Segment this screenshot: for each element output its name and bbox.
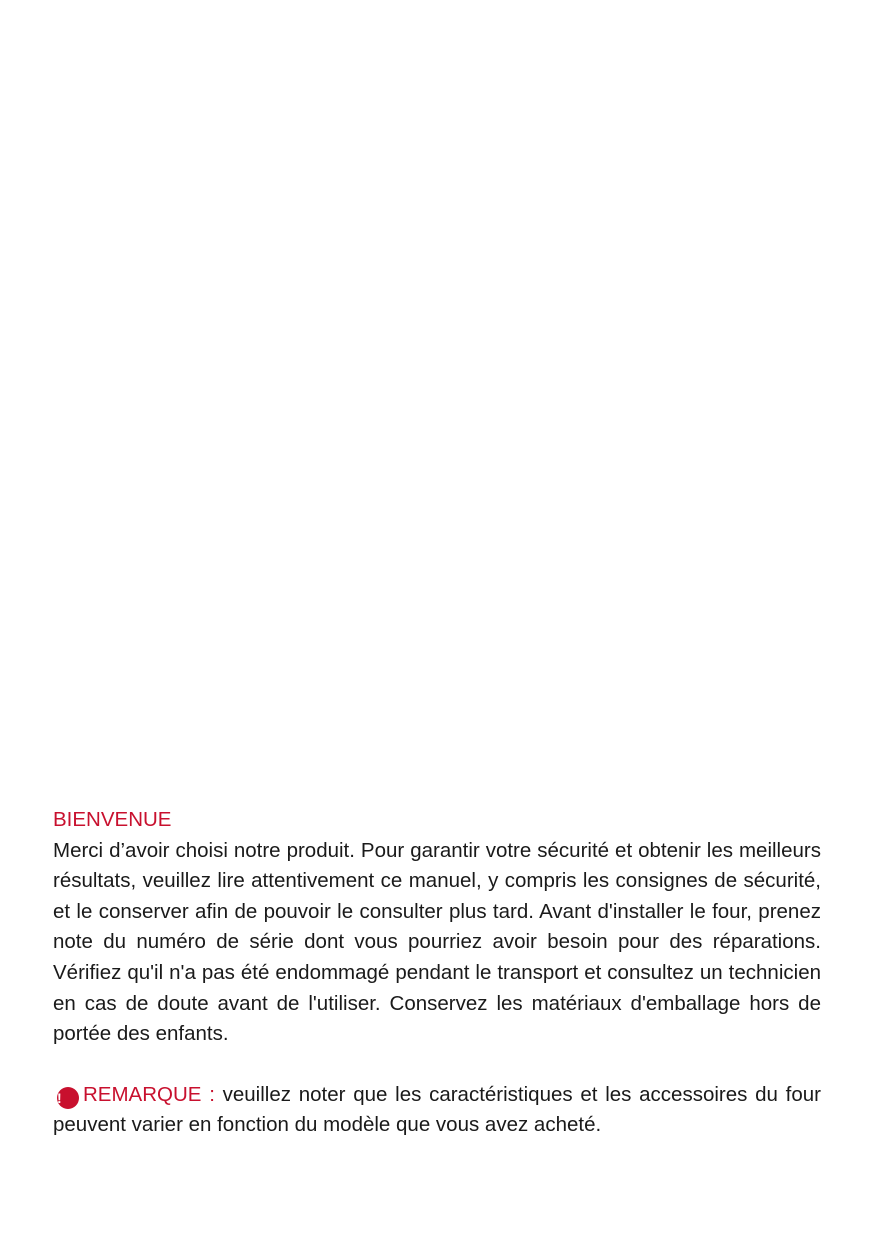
section-heading: BIENVENUE [53, 808, 172, 831]
note-paragraph [53, 1080, 821, 1141]
intro-paragraph: Merci d’avoir choisi notre produit. Pour garantir votre sécurité et obtenir les meilleurs résultats, veuillez lire attentivement ce manuel, y compris les consignes de sécurité, et le conserver afin de pouvoir le consulter plus tard. Avant d'installer le four, prenez note du numéro de série dont vous pourriez avoir besoin pour des réparations. Vérifiez qu'il n'a pas été endommagé pendant le transport et consultez un technicien en cas de doute avant de l'utiliser. Conservez les matériaux d'emballage hors de portée des enfants. [53, 838, 821, 1046]
exclamation-icon: ! [57, 1087, 79, 1109]
note-label: REMARQUE : [83, 1082, 215, 1106]
welcome-section [53, 805, 821, 1141]
note-text: veuillez noter que les caractéristiques et les accessoires du four peuvent varier en fonction du modèle que vous avez acheté. [53, 1082, 821, 1137]
